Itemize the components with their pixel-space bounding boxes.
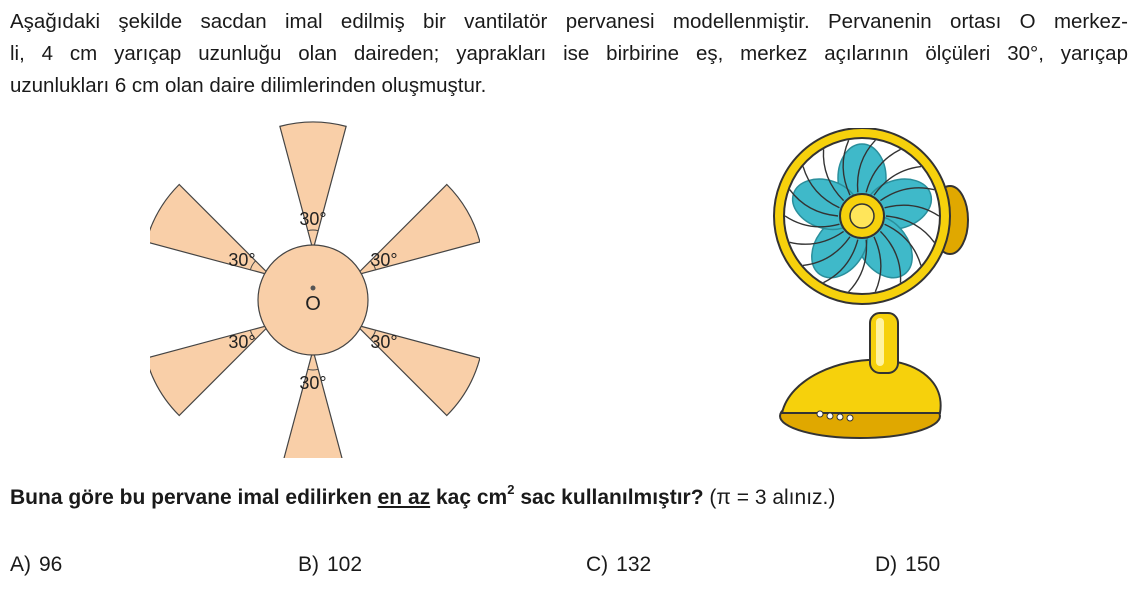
angle-label: 30° bbox=[299, 209, 327, 229]
option-value: 132 bbox=[616, 553, 652, 576]
problem-line-2: li, 4 cm yarıçap uzunluğu olan daireden; yaprakları ise birbirine eş, merkez açılarının ölçüleri 30°, yarıçap bbox=[10, 42, 1128, 65]
fan-illustration bbox=[770, 128, 990, 448]
option-b[interactable] bbox=[298, 553, 362, 577]
option-letter: D) bbox=[875, 553, 898, 576]
option-a[interactable] bbox=[10, 553, 62, 577]
angle-label: 30° bbox=[299, 373, 327, 393]
option-d[interactable] bbox=[875, 553, 940, 577]
question-text bbox=[10, 482, 835, 510]
center-point bbox=[311, 286, 316, 291]
option-c[interactable] bbox=[586, 553, 651, 577]
option-value: 150 bbox=[905, 553, 941, 576]
angle-label: 30° bbox=[228, 332, 256, 352]
center-label: O bbox=[305, 293, 321, 315]
question-part-2: kaç cm bbox=[436, 486, 508, 509]
option-letter: C) bbox=[586, 553, 609, 576]
propeller-blade bbox=[280, 122, 346, 250]
angle-label: 30° bbox=[228, 250, 256, 270]
question-part-3: sac kullanılmıştır? bbox=[520, 486, 704, 509]
angle-label: 30° bbox=[370, 250, 398, 270]
problem-line-1: Aşağıdaki şekilde sacdan imal edilmiş bir vantilatör pervanesi modellenmiştir. Pervanenin ortası O merkez- bbox=[10, 10, 1128, 33]
problem-text bbox=[10, 6, 1128, 102]
problem-line-3: uzunlukları 6 cm olan daire dilimlerinden oluşmuştur. bbox=[10, 74, 487, 97]
angle-label: 30° bbox=[370, 332, 398, 352]
option-value: 96 bbox=[39, 553, 63, 576]
option-value: 102 bbox=[327, 553, 363, 576]
question-emphasis: en az bbox=[377, 486, 431, 509]
propeller-figure bbox=[150, 118, 480, 458]
question-part-1: Buna göre bu pervane imal edilirken bbox=[10, 486, 372, 509]
question-superscript: 2 bbox=[507, 482, 515, 497]
option-letter: B) bbox=[298, 553, 319, 576]
propeller-blade bbox=[280, 350, 346, 458]
question-note: (π = 3 alınız.) bbox=[709, 486, 836, 509]
option-letter: A) bbox=[10, 553, 31, 576]
